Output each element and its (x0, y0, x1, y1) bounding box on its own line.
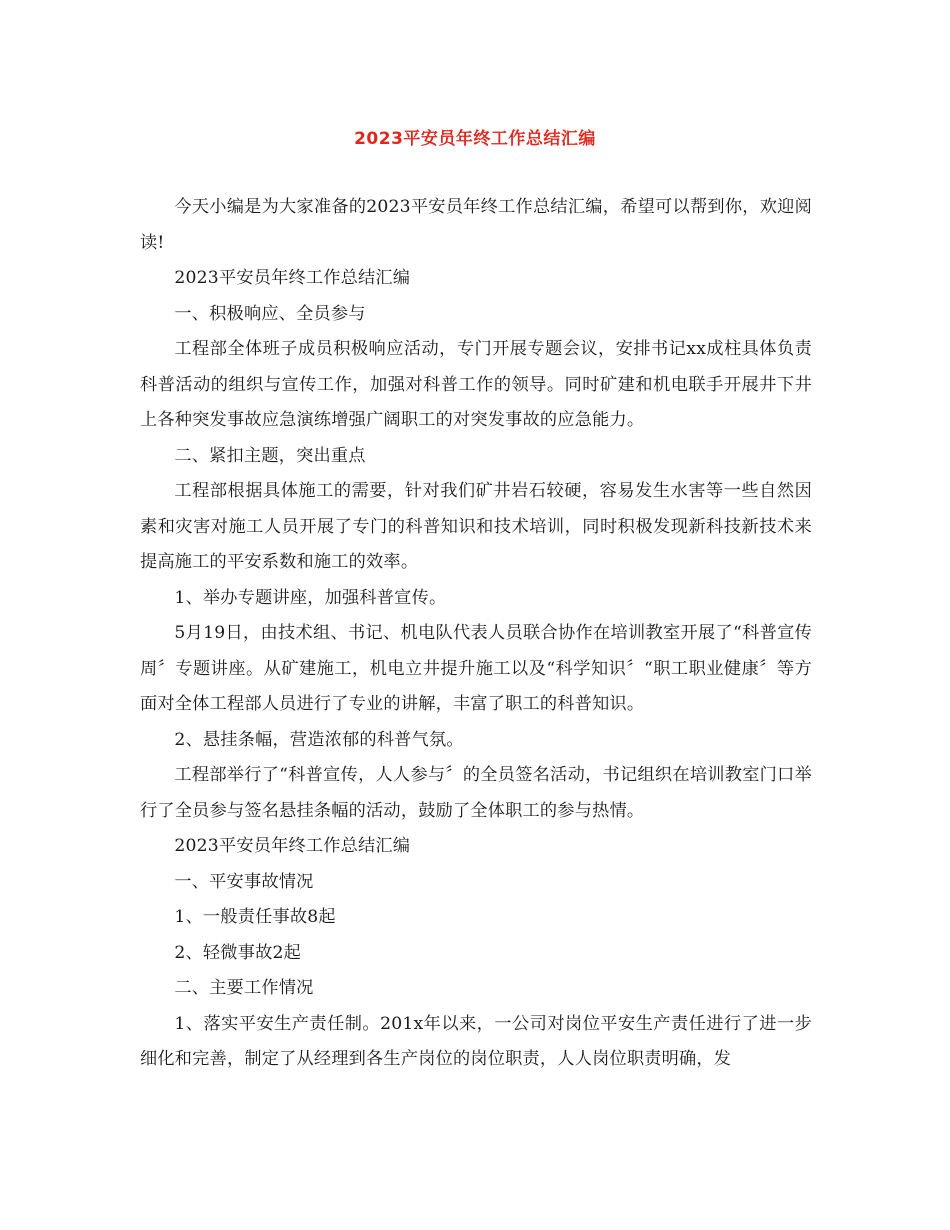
paragraph-respond: 工程部全体班子成员积极响应活动，专门开展专题会议，安排书记xx成柱具体负责科普活动的组织与宣传工作，加强对科普工作的领导。同时矿建和机电联手开展井下井上各种突发事故应急演练增强广阔职工的对突发事故的应急能力。 (140, 339, 812, 430)
section-title-1: 2023平安员年终工作总结汇编 (174, 268, 411, 288)
item-banner: 2、悬挂条幅，营造浓郁的科普气氛。 (174, 729, 464, 750)
paragraph-banner: 工程部举行了“科普宣传，人人参与〞的全员签名活动，书记组织在培训教室门口举行了全员参与签名悬挂条幅的活动，鼓励了全体职工的参与热情。 (140, 765, 812, 821)
item-minor-accidents: 2、轻微事故2起 (174, 942, 301, 963)
section-title-2: 2023平安员年终工作总结汇编 (174, 836, 411, 856)
item-lecture: 1、举办专题讲座，加强科普宣传。 (174, 587, 447, 608)
paragraph-lecture: 5月19日，由技术组、书记、机电队代表人员联合协作在培训教室开展了“科普宣传周〞专题讲座。从矿建施工，机电立井提升施工以及“科学知识〞“职工职业健康〞等方面对全体工程部人员进行了专业的讲解，丰富了职工的科普知识。 (140, 623, 812, 714)
heading-respond: 一、积极响应、全员参与 (174, 303, 366, 324)
paragraph-responsibility: 1、落实平安生产责任制。201x年以来，一公司对岗位平安生产责任进行了进一步细化和完善，制定了从经理到各生产岗位的岗位职责，人人岗位职责明确，发 (140, 1013, 812, 1069)
heading-main-work: 二、主要工作情况 (174, 978, 314, 998)
item-general-accidents: 1、一般责任事故8起 (174, 907, 336, 927)
paragraph-focus: 工程部根据具体施工的需要，针对我们矿井岩石较硬，容易发生水害等一些自然因素和灾害对施工人员开展了专门的科普知识和技术培训，同时积极发现新科技新技术来提高施工的平安系数和施工的效率。 (140, 481, 812, 572)
document-body (140, 190, 812, 1078)
document-title: 2023平安员年终工作总结汇编 (354, 129, 596, 149)
heading-accidents: 一、平安事故情况 (174, 871, 314, 892)
heading-focus: 二、紧扣主题，突出重点 (174, 445, 366, 466)
intro-paragraph: 今天小编是为大家准备的2023平安员年终工作总结汇编，希望可以帮到你，欢迎阅读! (140, 197, 812, 253)
